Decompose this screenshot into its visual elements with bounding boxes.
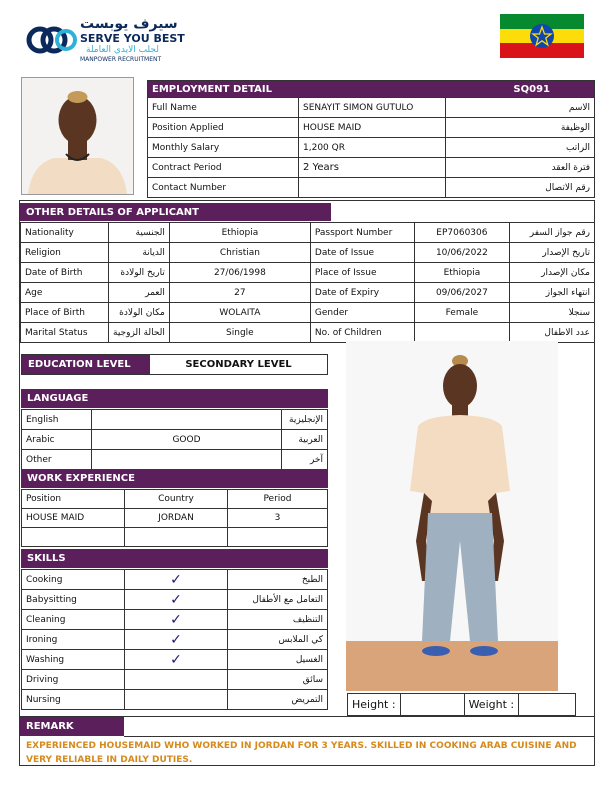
work-experience-header: WORK EXPERIENCE — [21, 469, 328, 488]
language-name: Arabic — [22, 430, 92, 450]
table-row — [22, 570, 328, 590]
table-row — [22, 610, 328, 630]
row-arabic-label: الوظيفة — [446, 118, 595, 138]
skill-name: Babysitting — [22, 590, 125, 610]
detail-value: Single — [169, 323, 310, 343]
logo-english-name: SERVE YOU BEST — [80, 32, 185, 45]
work-header-row — [22, 490, 328, 509]
employment-row — [148, 158, 595, 178]
detail-value: Ethiopia — [169, 223, 310, 243]
language-name: English — [22, 410, 92, 430]
company-logo — [26, 16, 201, 66]
work-cell — [125, 528, 228, 547]
employment-header — [148, 81, 595, 98]
detail-label: Nationality — [21, 223, 109, 243]
skill-name: Cooking — [22, 570, 125, 590]
table-row — [21, 243, 595, 263]
table-row — [22, 528, 328, 547]
checkmark-icon: ✓ — [170, 591, 182, 608]
row-arabic-label: الراتب — [446, 138, 595, 158]
detail-label: Place of Issue — [310, 263, 414, 283]
table-row — [22, 410, 328, 430]
row-label: Full Name — [148, 98, 299, 118]
skill-arabic-name: الغسيل — [228, 650, 328, 670]
weight-label: Weight : — [464, 694, 519, 716]
work-cell: 3 — [228, 509, 328, 528]
education-row — [21, 354, 328, 375]
row-arabic-label: الاسم — [446, 98, 595, 118]
work-cell — [22, 528, 125, 547]
employment-row — [148, 138, 595, 158]
detail-arabic-label: الحالة الزوجية — [109, 323, 170, 343]
detail-label: Date of Expiry — [310, 283, 414, 303]
flag-emblem-icon — [528, 22, 556, 50]
height-value — [400, 694, 464, 716]
education-value: SECONDARY LEVEL — [185, 359, 292, 370]
detail-value: Female — [414, 303, 509, 323]
detail-arabic-label: انتهاء الجواز — [509, 283, 594, 303]
detail-label: Age — [21, 283, 109, 303]
detail-label: Place of Birth — [21, 303, 109, 323]
row-value — [299, 178, 446, 198]
other-details-header: OTHER DETAILS OF APPLICANT — [20, 203, 331, 221]
row-label: Position Applied — [148, 118, 299, 138]
education-label: EDUCATION LEVEL — [22, 355, 150, 374]
skill-check-cell — [125, 690, 228, 710]
table-row — [21, 303, 595, 323]
checkmark-icon: ✓ — [170, 571, 182, 588]
detail-arabic-label: الديانة — [109, 243, 170, 263]
remark-underline — [124, 736, 595, 737]
table-row — [22, 650, 328, 670]
detail-label: Date of Birth — [21, 263, 109, 283]
detail-label: No. of Children — [310, 323, 414, 343]
skill-name: Nursing — [22, 690, 125, 710]
detail-label: Date of Issue — [310, 243, 414, 263]
row-label: Contact Number — [148, 178, 299, 198]
row-label: Monthly Salary — [148, 138, 299, 158]
employment-row — [148, 98, 595, 118]
remark-text: EXPERIENCED HOUSEMAID WHO WORKED IN JORDAN FOR 3 YEARS. SKILLED IN COOKING ARAB CUISINE AND VERY RELIABLE IN DAILY DUTIES. — [26, 741, 577, 765]
skill-arabic-name: التنظيف — [228, 610, 328, 630]
skill-arabic-name: سائق — [228, 670, 328, 690]
employment-row — [148, 178, 595, 198]
row-label: Contract Period — [148, 158, 299, 178]
detail-label: Religion — [21, 243, 109, 263]
work-col-position: Position — [22, 490, 125, 509]
detail-label: Marital Status — [21, 323, 109, 343]
row-value: 1,200 QR — [299, 138, 446, 158]
height-label: Height : — [348, 694, 401, 716]
table-row — [22, 430, 328, 450]
table-row — [22, 630, 328, 650]
skill-check-cell — [125, 650, 228, 670]
table-row — [22, 670, 328, 690]
skill-name: Washing — [22, 650, 125, 670]
language-header: LANGUAGE — [21, 389, 328, 408]
skill-check-cell — [125, 590, 228, 610]
skill-name: Driving — [22, 670, 125, 690]
checkmark-icon: ✓ — [170, 611, 182, 628]
skills-header: SKILLS — [21, 549, 328, 568]
detail-value: Christian — [169, 243, 310, 263]
skill-check-cell — [125, 570, 228, 590]
employment-detail-table — [147, 80, 595, 198]
row-value: HOUSE MAID — [299, 118, 446, 138]
language-arabic-name: الإنجليزية — [282, 410, 328, 430]
work-col-period: Period — [228, 490, 328, 509]
language-table — [21, 409, 328, 470]
detail-arabic-label: رقم جواز السفر — [509, 223, 594, 243]
weight-value — [519, 694, 576, 716]
skill-arabic-name: الطبخ — [228, 570, 328, 590]
detail-arabic-label: الجنسية — [109, 223, 170, 243]
language-level: GOOD — [92, 430, 282, 450]
detail-value: EP7060306 — [414, 223, 509, 243]
skills-table — [21, 569, 328, 710]
table-row — [21, 283, 595, 303]
table-row — [22, 690, 328, 710]
detail-arabic-label: العمر — [109, 283, 170, 303]
row-arabic-label: رقم الاتصال — [446, 178, 595, 198]
detail-value: Ethiopia — [414, 263, 509, 283]
logo-arabic-name: سيرف يوبست — [80, 16, 178, 32]
work-cell — [228, 528, 328, 547]
checkmark-icon: ✓ — [170, 651, 182, 668]
logo-arabic-subtitle: لجلب الايدي العاملة — [86, 45, 159, 55]
table-row — [22, 590, 328, 610]
detail-value: WOLAITA — [169, 303, 310, 323]
detail-arabic-label: عدد الاطفال — [509, 323, 594, 343]
applicant-full-body-photo — [346, 341, 558, 691]
skill-check-cell — [125, 630, 228, 650]
logo-english-subtitle: MANPOWER RECRUITMENT — [80, 56, 162, 63]
detail-value — [414, 323, 509, 343]
detail-label: Passport Number — [310, 223, 414, 243]
language-arabic-name: آخر — [282, 450, 328, 470]
detail-value: 09/06/2027 — [414, 283, 509, 303]
work-experience-table — [21, 489, 328, 547]
logo-knot-icon — [26, 16, 78, 64]
employment-code: SQ091 — [513, 83, 550, 95]
skill-arabic-name: كي الملابس — [228, 630, 328, 650]
row-arabic-label: فترة العقد — [446, 158, 595, 178]
skill-check-cell — [125, 610, 228, 630]
skill-check-cell — [125, 670, 228, 690]
employment-row — [148, 118, 595, 138]
table-row — [21, 263, 595, 283]
detail-arabic-label: تاريخ الولادة — [109, 263, 170, 283]
detail-arabic-label: سنجلا — [509, 303, 594, 323]
detail-arabic-label: مكان الإصدار — [509, 263, 594, 283]
skill-name: Ironing — [22, 630, 125, 650]
language-name: Other — [22, 450, 92, 470]
work-cell: JORDAN — [125, 509, 228, 528]
other-details-table — [20, 222, 595, 343]
detail-arabic-label: تاريخ الإصدار — [509, 243, 594, 263]
detail-arabic-label: مكان الولادة — [109, 303, 170, 323]
work-cell: HOUSE MAID — [22, 509, 125, 528]
language-arabic-name: العربية — [282, 430, 328, 450]
height-weight-table — [347, 693, 576, 716]
detail-value: 27 — [169, 283, 310, 303]
applicant-headshot-photo — [21, 77, 134, 195]
checkmark-icon: ✓ — [170, 631, 182, 648]
detail-value: 27/06/1998 — [169, 263, 310, 283]
table-row — [22, 509, 328, 528]
detail-value: 10/06/2022 — [414, 243, 509, 263]
skill-name: Cleaning — [22, 610, 125, 630]
ethiopia-flag — [500, 14, 584, 58]
work-col-country: Country — [125, 490, 228, 509]
row-value: 2 Years — [299, 158, 446, 178]
table-row — [21, 223, 595, 243]
language-level — [92, 410, 282, 430]
remark-header: REMARK — [20, 717, 124, 736]
table-row — [21, 323, 595, 343]
language-level — [92, 450, 282, 470]
detail-label: Gender — [310, 303, 414, 323]
row-value: SENAYIT SIMON GUTULO — [299, 98, 446, 118]
table-row — [22, 450, 328, 470]
skill-arabic-name: التعامل مع الأطفال — [228, 590, 328, 610]
skill-arabic-name: التمريض — [228, 690, 328, 710]
employment-title: EMPLOYMENT DETAIL — [152, 83, 272, 95]
